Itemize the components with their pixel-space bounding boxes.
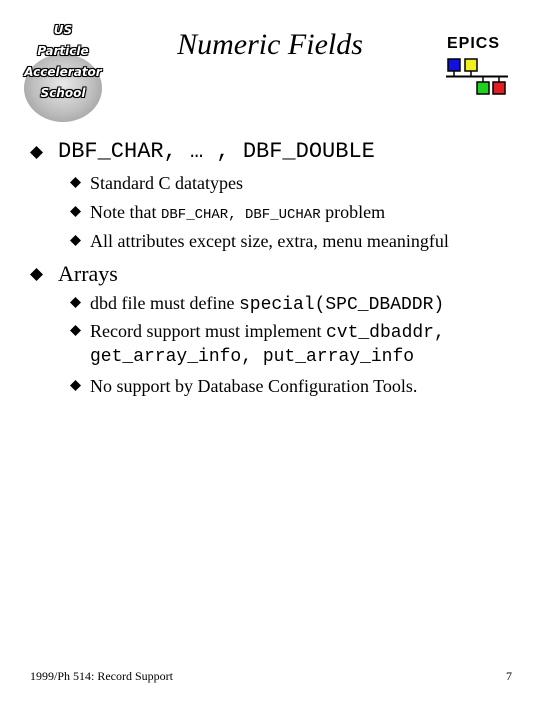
bullet-text: All attributes except size, extra, menu meaningful [90, 231, 449, 251]
page-number: 7 [506, 669, 512, 683]
bullet-text: Arrays [58, 261, 118, 286]
bullet-text: Standard C datatypes [90, 173, 243, 193]
diamond-bullet-icon [30, 268, 43, 281]
epics-yellow-square [465, 59, 477, 71]
sub-bullet-record-support [70, 320, 445, 368]
epics-label: EPICS [447, 35, 501, 52]
diamond-bullet-icon [70, 235, 81, 246]
sub-bullet-no-support [70, 375, 417, 397]
sub-bullet-attributes [70, 230, 449, 252]
bullet-text: Record support must implement cvt_dbaddr, get_array_info, put_array_info [90, 321, 445, 367]
diamond-bullet-icon [70, 325, 81, 336]
uspas-logo [22, 20, 104, 108]
bullet-dbf-types [30, 139, 375, 165]
epics-red-square [493, 82, 505, 94]
bullet-text: Note that DBF_CHAR, DBF_UCHAR problem [90, 202, 386, 223]
diamond-bullet-icon [70, 297, 81, 308]
epics-blue-square [448, 59, 460, 71]
footer-course: 1999/Ph 514: Record Support [30, 669, 173, 683]
logo-text [22, 20, 104, 104]
diamond-bullet-icon [30, 146, 43, 159]
logo-line-4: School [40, 86, 86, 100]
logo-line-1: US [53, 23, 73, 37]
diamond-bullet-icon [70, 206, 81, 217]
diamond-bullet-icon [70, 177, 81, 188]
logo-line-3: Accelerator [24, 65, 102, 79]
epics-network-icon [442, 57, 512, 97]
sub-bullet-dbd-file [70, 292, 444, 316]
sub-bullet-standard-c [70, 172, 243, 194]
logo-line-2: Particle [37, 44, 89, 58]
bullet-text: DBF_CHAR, … , DBF_DOUBLE [58, 139, 375, 164]
diamond-bullet-icon [70, 380, 81, 391]
sub-bullet-char-problem [70, 201, 385, 226]
epics-green-square [477, 82, 489, 94]
bullet-arrays [30, 261, 118, 287]
bullet-text: No support by Database Configuration Tools. [90, 376, 418, 396]
bullet-text: dbd file must define special(SPC_DBADDR) [90, 293, 445, 315]
slide-title: Numeric Fields [177, 28, 363, 61]
